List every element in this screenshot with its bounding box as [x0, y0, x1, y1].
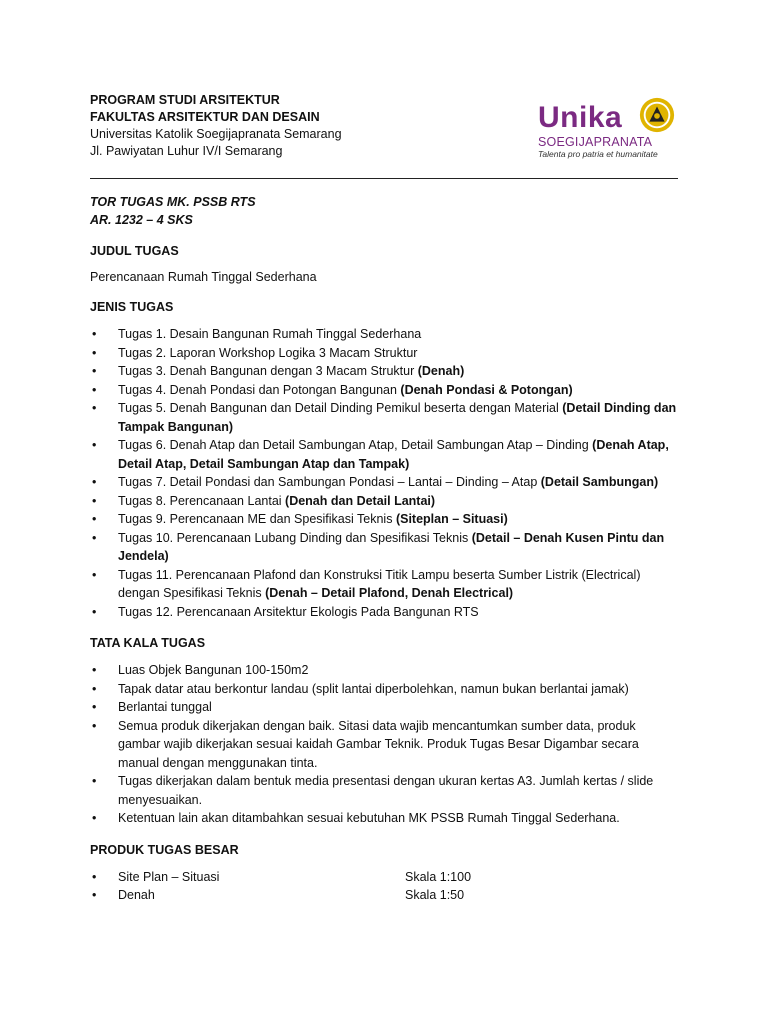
tor-title	[90, 193, 678, 229]
jenis-heading: JENIS TUGAS	[90, 300, 174, 314]
list-item: • Tugas 7. Detail Pondasi dan Sambungan Pondasi – Lantai – Dinding – Atap (Detail Sambungan)	[90, 473, 678, 492]
jenis-list	[90, 325, 678, 621]
seal-icon	[638, 96, 676, 134]
faculty-name: FAKULTAS ARSITEKTUR DAN DESAIN	[90, 110, 320, 124]
list-item: • Tugas 1. Desain Bangunan Rumah Tinggal Sederhana	[90, 325, 678, 344]
tor-code: AR. 1232 – 4 SKS	[90, 213, 193, 227]
list-item: • Berlantai tunggal	[90, 698, 678, 717]
logo-tagline: Talenta pro patria et humanitate	[538, 149, 658, 159]
tata-heading: TATA KALA TUGAS	[90, 636, 206, 650]
list-item: • Denah Skala 1:50	[90, 886, 678, 905]
list-item: • Tugas dikerjakan dalam bentuk media presentasi dengan ukuran kertas A3. Jumlah kertas / slide menyesuaikan.	[90, 772, 678, 809]
judul-heading: JUDUL TUGAS	[90, 244, 179, 258]
list-item: • Tugas 8. Perencanaan Lantai (Denah dan Detail Lantai)	[90, 492, 678, 511]
letterhead-text	[90, 92, 342, 160]
letterhead	[90, 92, 678, 178]
list-item: • Semua produk dikerjakan dengan baik. Sitasi data wajib mencantumkan sumber data, produk gambar wajib dikerjakan sesuai kaidah Gambar Teknik. Produk Tugas Besar Digambar secara manual dengan menggunakan tinta.	[90, 717, 678, 773]
list-item: • Tugas 5. Denah Bangunan dan Detail Dinding Pemikul beserta dengan Material (Detail Dinding dan Tampak Bangunan)	[90, 399, 678, 436]
list-item: • Site Plan – Situasi Skala 1:100	[90, 868, 678, 887]
logo-word: Unika	[538, 101, 623, 134]
document-page	[90, 92, 678, 915]
logo-subtitle: SOEGIJAPRANATA	[538, 135, 653, 149]
program-name: PROGRAM STUDI ARSITEKTUR	[90, 93, 280, 107]
header-divider	[90, 178, 678, 179]
list-item: • Tugas 10. Perencanaan Lubang Dinding dan Spesifikasi Teknis (Detail – Denah Kusen Pintu dan Jendela)	[90, 529, 678, 566]
unika-logo	[528, 94, 678, 164]
list-item: • Tapak datar atau berkontur landau (split lantai diperbolehkan, namun bukan berlantai jamak)	[90, 680, 678, 699]
list-item: • Luas Objek Bangunan 100-150m2	[90, 661, 678, 680]
list-item: • Tugas 6. Denah Atap dan Detail Sambungan Atap, Detail Sambungan Atap – Dinding (Denah Atap, Detail Atap, Detail Sambungan Atap dan Tampak)	[90, 436, 678, 473]
list-item: • Tugas 3. Denah Bangunan dengan 3 Macam Struktur (Denah)	[90, 362, 678, 381]
list-item: • Tugas 2. Laporan Workshop Logika 3 Macam Struktur	[90, 344, 678, 363]
list-item: • Ketentuan lain akan ditambahkan sesuai kebutuhan MK PSSB Rumah Tinggal Sederhana.	[90, 809, 678, 828]
list-item: • Tugas 12. Perencanaan Arsitektur Ekologis Pada Bangunan RTS	[90, 603, 678, 622]
produk-list	[90, 868, 678, 905]
tata-list	[90, 661, 678, 828]
list-item: • Tugas 11. Perencanaan Plafond dan Konstruksi Titik Lampu beserta Sumber Listrik (Electrical) dengan Spesifikasi Teknis (Denah – Detail Plafond, Denah Electrical)	[90, 566, 678, 603]
address: Jl. Pawiyatan Luhur IV/I Semarang	[90, 144, 283, 158]
list-item: • Tugas 4. Denah Pondasi dan Potongan Bangunan (Denah Pondasi & Potongan)	[90, 381, 678, 400]
judul-text: Perencanaan Rumah Tinggal Sederhana	[90, 270, 317, 284]
tor-course: TOR TUGAS MK. PSSB RTS	[90, 195, 256, 209]
university-name: Universitas Katolik Soegijapranata Semarang	[90, 127, 342, 141]
produk-heading: PRODUK TUGAS BESAR	[90, 842, 239, 857]
list-item: • Tugas 9. Perencanaan ME dan Spesifikasi Teknis (Siteplan – Situasi)	[90, 510, 678, 529]
